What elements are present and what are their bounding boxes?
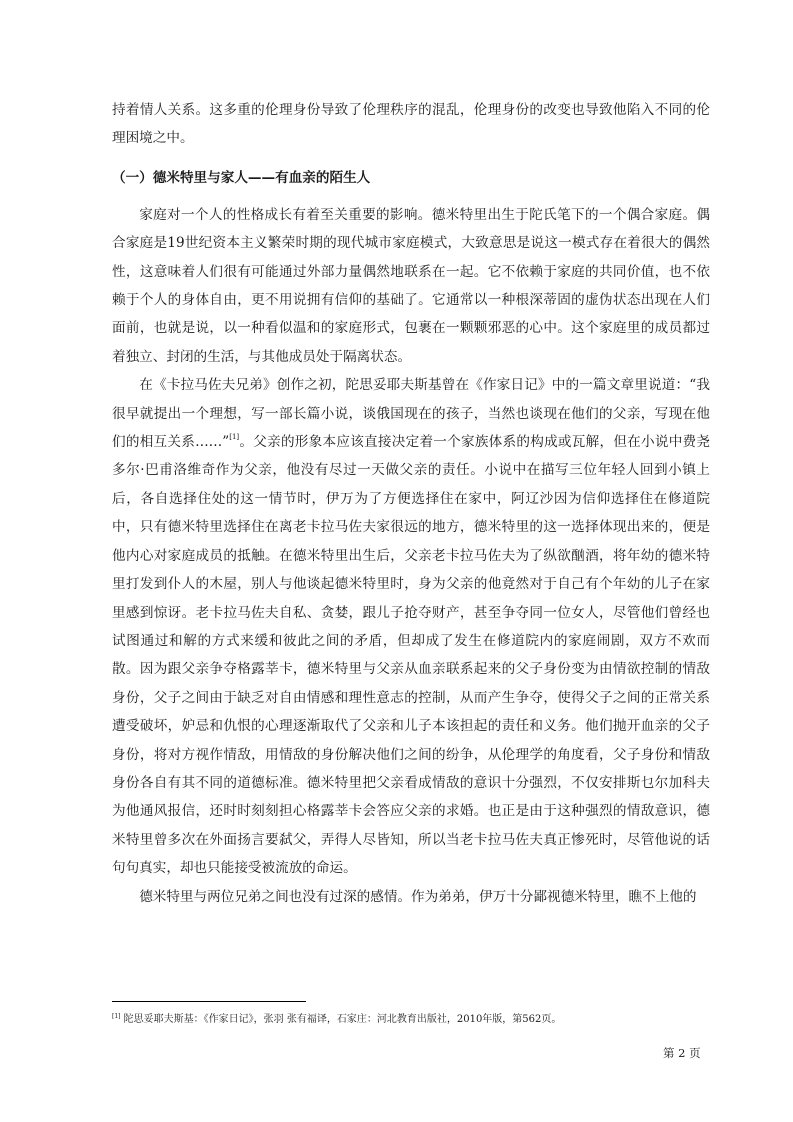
footnote-reference[interactable]: [1] [229,433,240,442]
footnote-mark: [1] [112,1013,121,1020]
page-number: 第 2 页 [663,1046,701,1060]
footnote [112,1012,712,1028]
body-text [112,96,710,911]
section-heading: （一）德米特里与家人——有血亲的陌生人 [112,169,371,186]
paragraph-brothers: 德米特里与两位兄弟之间也没有过深的感情。作为弟弟，伊万十分鄙视德米特里，瞧不上他的 [139,888,697,905]
paragraph-text-part-1: 在《卡拉马佐夫兄弟》创作之初，陀思妥耶夫斯基曾在《作家日记》中的一篇文章里说道：“我很早就提出一个理想，写一部长篇小说，谈俄国现在的孩子，当然也谈现在他们的父亲，写现在他们的相互关系……” [112,377,710,451]
paragraph-text-part-2: 。父亲的形象本应该直接决定着一个家族体系的构成或瓦解，但在小说中费尧多尔·巴甫洛维奇作为父亲，他没有尽过一天做父亲的责任。小说中在描写三位年轻人回到小镇上后，各自选择住处的这一情节时，伊万为了方便选择住在家中，阿辽沙因为信仰选择住在修道院中，只有德米特里选择住在离老卡拉马佐夫家很远的地方，德米特里的这一选择体现出来的，便是他内心对家庭成员的抵触。在德米特里出生后，父亲老卡拉马佐夫为了纵欲酗酒，将年幼的德米特里打发到仆人的木屋，别人与他谈起德米特里时，身为父亲的他竟然对于自己有个年幼的儿子在家里感到惊讶。老卡拉马佐夫自私、贪婪，跟儿子抢夺财产，甚至争夺同一位女人，尽管他们曾经也试图通过和解的方式来缓和彼此之间的矛盾，但却成了发生在修道院内的家庭闹剧，双方不欢而散。因为跟父亲争夺格露莘卡，德米特里与父亲从血亲联系起来的父子身份变为由情欲控制的情敌身份，父子之间由于缺乏对自由情感和理性意志的控制，从而产生争夺，使得父子之间的正常关系遭受破坏，妒忌和仇恨的心理逐渐取代了父亲和儿子本该担起的责任和义务。他们抛开血亲的父子身份，将对方视作情敌，用情敌的身份解决他们之间的纷争，从伦理学的角度看，父子身份和情敌身份各自有其不同的道德标准。德米特里把父亲看成情敌的意识十分强烈，不仅安排斯乜尔加科夫为他通风报信，还时时刻刻担心格露莘卡会答应父亲的求婚。也正是由于这种强烈的情敌意识，德米特里曾多次在外面扬言要弑父，弄得人尽皆知，所以当老卡拉马佐夫真正惨死时，尽管他说的话句句真实，却也只能接受被流放的命运。 [112,434,711,877]
paragraph-father-relationship [112,371,710,882]
footnote-divider [112,1001,306,1002]
footnote-text: 陀思妥耶夫斯基：《作家日记》，张羽 张有福译，石家庄：河北教育出版社，2010年版，第562页。 [120,1014,562,1025]
paragraph-family-background: 家庭对一个人的性格成长有着至关重要的影响。德米特里出生于陀氏笔下的一个偶合家庭。偶合家庭是19世纪资本主义繁荣时期的现代城市家庭模式，大致意思是说这一模式存在着很大的偶然性，这意味着人们很有可能通过外部力量偶然地联系在一起。它不依赖于家庭的共同价值，也不依赖于个人的身体自由，更不用说拥有信仰的基础了。它通常以一种根深蒂固的虚伪状态出现在人们面前，也就是说，以一种看似温和的家庭形式，包裹在一颗颗邪恶的心中。这个家庭里的成员都过着独立、封闭的生活，与其他成员处于隔离状态。 [112,206,710,365]
paragraph-continued: 持着情人关系。这多重的伦理身份导致了伦理秩序的混乱，伦理身份的改变也导致他陷入不同的伦理困境之中。 [112,102,710,147]
